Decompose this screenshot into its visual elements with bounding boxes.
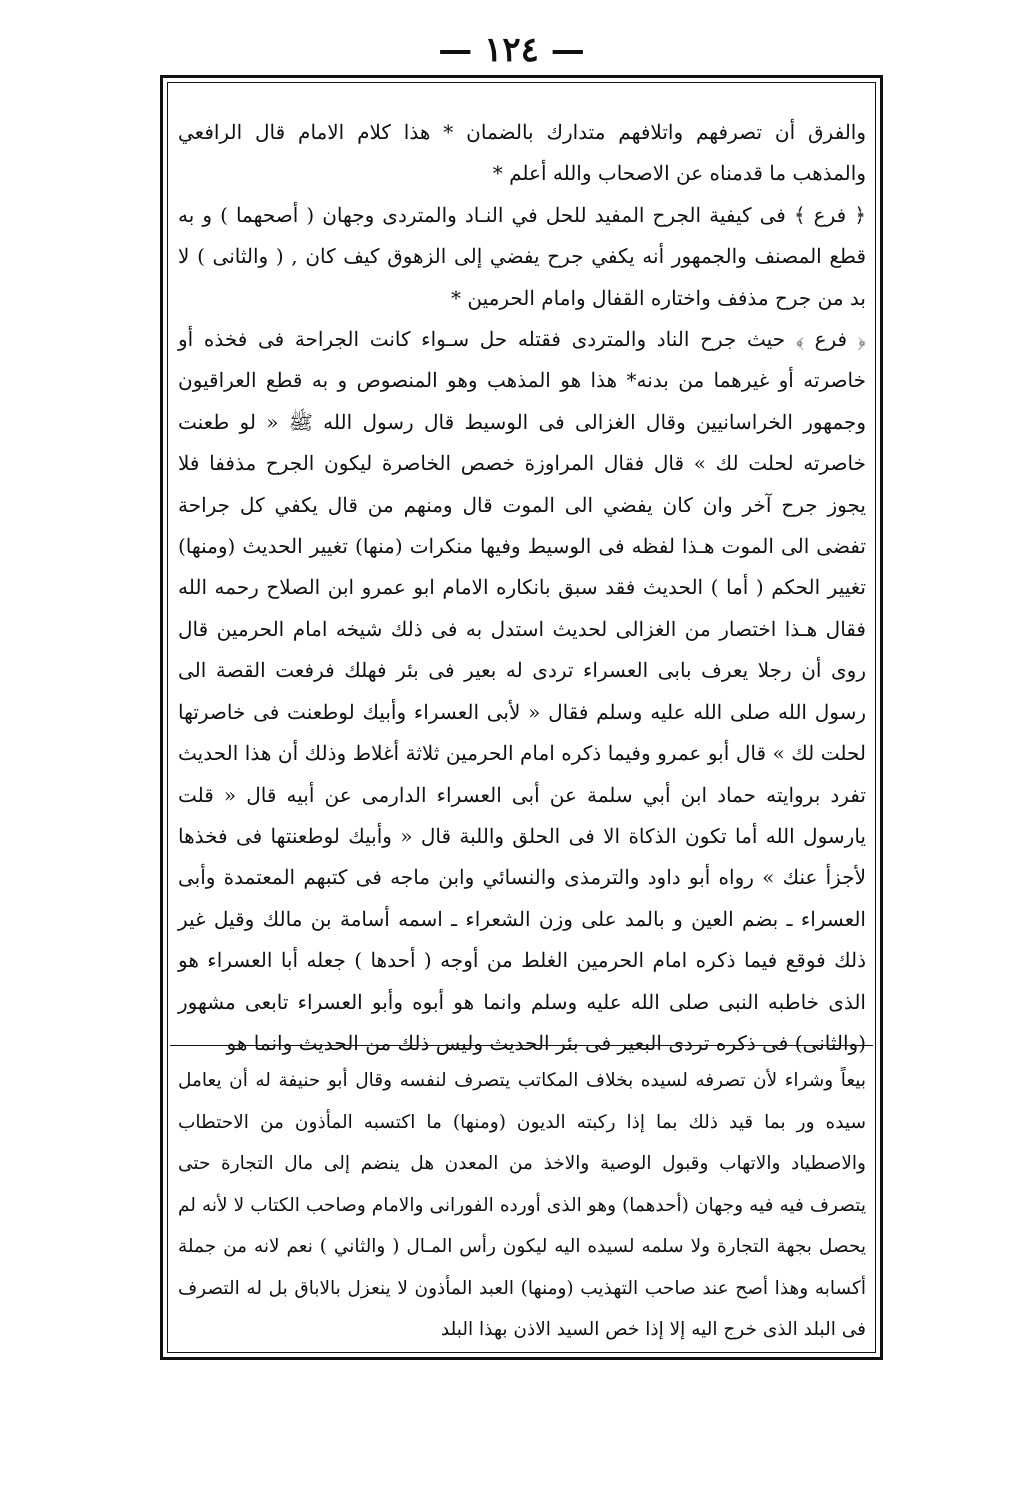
page-number: — ١٢٤ — [438, 30, 585, 70]
main-paragraph: ﴿ فرع ﴾ فى كيفية الجرح المفيد للحل في النـاد والمتردى وجهان ( أصحهما ) و به قطع المصنف والجمهور أنه يكفي جرح يفضي إلى الزهوق كيف كان , ( والثانى ) لا بد من جرح مذفف واختاره القفال وامام الحرمين * [178, 202, 866, 310]
main-paragraph: ﴿ فرع ﴾ حيث جرح الناد والمتردى فقتله حل سـواء كانت الجراحة فى فخذه أو خاصرته أو غيرهما من بدنه* هذا هو المذهب وهو المنصوص و به قطع العراقيون وجمهور الخراسانيين وقال الغزالى فى الوسيط قال رسول الله ﷺ « لو طعنت خاصرته لحلت لك » قال فقال المراوزة خصص الخاصرة ليكون الجرح مذففا فلا يجوز جرح آخر وان كان يفضي الى الموت قال ومنهم من قال يكفي كل جراحة تفضى الى الموت هـذا لفظه فى الوسيط وفيها منكرات (منها) تغيير الحديث (ومنها) تغيير الحكم ( أما ) الحديث فقد سبق بانكاره الامام ابو عمرو ابن الصلاح رحمه الله فقال هـذا اختصار من الغزالى لحديث استدل به فى ذلك شيخه امام الحرمين قال روى أن رجلا يعرف بابى العسراء تردى له بعير فى بئر فهلك فرفعت القصة الى رسول الله صلى الله عليه وسلم فقال « لأبى العسراء وأبيك لوطعنت فى خاصرتها لحلت لك » قال أبو عمرو وفيما ذكره امام الحرمين ثلاثة أغلاط وذلك أن هذا الحديث تفرد بروايته حماد ابن أبي سلمة عن أبى العسراء الدارمى عن أبيه قال « قلت يارسول الله أما تكون الذكاة الا فى الحلق واللبة قال « وأبيك لوطعنتها فى فخذها لأجزأ عنك » رواه أبو داود والترمذى والنسائي وابن ماجه فى كتبهم المعتمدة وأبى العسراء ـ بضم العين و بالمد على وزن الشعراء ـ اسمه أسامة بن مالك وقيل غير ذلك فوقع فيما ذكره امام الحرمين الغلط من أوجه ( أحدها ) جعله أبا العسراء هو الذى خاطبه النبى صلى الله عليه وسلم وانما هو أبوه وأبو العسراء تابعى مشهور (والثانى) فى ذكره تردى البعير فى بئر الحديث وليس ذلك من الحديث وانما هو [178, 327, 866, 1055]
footnote-paragraph: بيعاً وشراء لأن تصرفه لسيده بخلاف المكاتب يتصرف لنفسه وقال أبو حنيفة له أن يعامل سيده ور بما قيد ذلك بما إذا ركبته الديون (ومنها) ما اكتسبه المأذون من الاحتطاب والاصطياد والاتهاب وقبول الوصية والاخذ من المعدن هل ينضم إلى مال التجارة حتى يتصرف فيه فيه وجهان (أحدهما) وهو الذى أورده الفورانى والامام وصاحب الكتاب لا لأنه لم يحصل بجهة التجارة ولا سلمه لسيده اليه ليكون رأس المـال ( والثاني ) نعم لانه من جملة أكسابه وهذا أصح عند صاحب التهذيب (ومنها) العبد المأذون لا ينعزل بالاباق بل له التصرف فى البلد الذى خرج اليه إلا إذا خص السيد الاذن بهذا البلد [178, 1070, 866, 1340]
main-paragraph: والفرق أن تصرفهم واتلافهم متدارك بالضمان * هذا كلام الامام قال الرافعي والمذهب ما قدمناه عن الاصحاب والله أعلم * [178, 120, 866, 186]
footnote-text [178, 1060, 866, 1351]
footnote-separator [170, 1045, 873, 1046]
main-text [178, 112, 866, 1064]
